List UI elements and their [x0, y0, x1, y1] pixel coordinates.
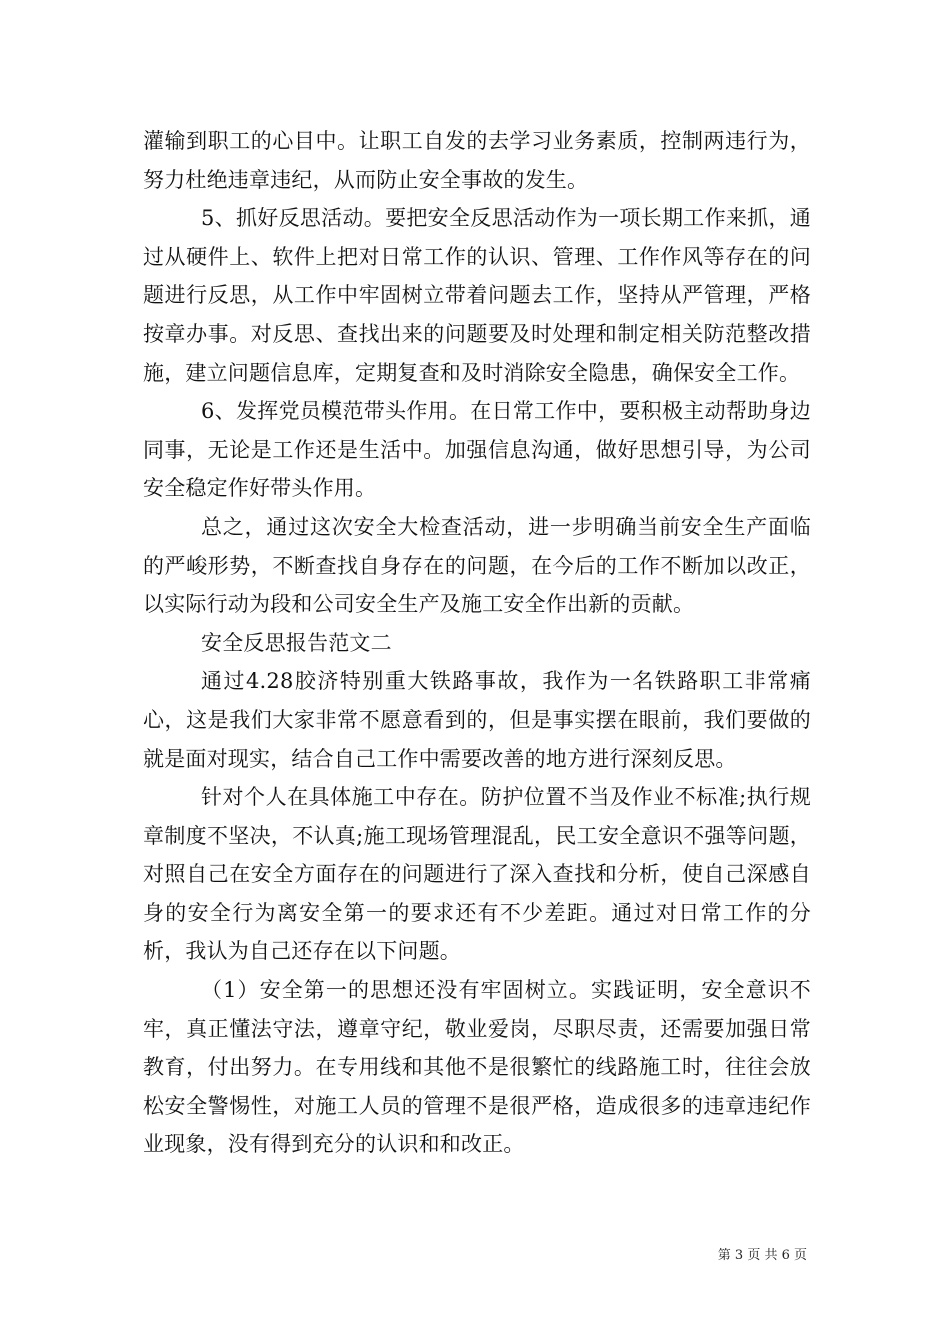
paragraph-conclusion: 总之，通过这次安全大检查活动，进一步明确当前安全生产面临的严峻形势，不断查找自身存在的问题，在今后的工作不断加以改正，以实际行动为段和公司安全生产及施工安全作出新的贡献。	[143, 514, 811, 617]
paragraph-intro: 通过4.28胶济特别重大铁路事故，我作为一名铁路职工非常痛心，这是我们大家非常不愿意看到的，但是事实摆在眼前，我们要做的就是面对现实，结合自己工作中需要改善的地方进行深刻反思。	[143, 669, 811, 771]
paragraph-item-5: 5、抓好反思活动。要把安全反思活动作为一项长期工作来抓，通过从硬件上、软件上把对日常工作的认识、管理、工作作风等存在的问题进行反思，从工作中牢固树立带着问题去工作，坚持从严管理，严格按章办事。对反思、查找出来的问题要及时处理和制定相关防范整改措施，建立问题信息库，定期复查和及时消除安全隐患，确保安全工作。	[143, 206, 811, 385]
paragraph-item-6: 6、发挥党员模范带头作用。在日常工作中，要积极主动帮助身边同事，无论是工作还是生活中。加强信息沟通，做好思想引导，为公司安全稳定作好带头作用。	[143, 399, 811, 501]
page-number: 第 3 页 共 6 页	[717, 1248, 807, 1263]
section-heading: 安全反思报告范文二	[201, 630, 392, 655]
paragraph-point-1: （1）安全第一的思想还没有牢固树立。实践证明，安全意识不牢，真正懂法守法，遵章守纪，敬业爱岗，尽职尽责，还需要加强日常教育，付出努力。在专用线和其他不是很繁忙的线路施工时，往往会放松安全警惕性，对施工人员的管理不是很严格，造成很多的违章违纪作业现象，没有得到充分的认识和和改正。	[143, 978, 811, 1157]
document-body	[143, 122, 811, 1164]
paragraph-issues: 针对个人在具体施工中存在。防护位置不当及作业不标准;执行规章制度不坚决，不认真;施工现场管理混乱，民工安全意识不强等问题，对照自己在安全方面存在的问题进行了深入查找和分析，使自己深感自身的安全行为离安全第一的要求还有不少差距。通过对日常工作的分析，我认为自己还存在以下问题。	[143, 785, 811, 964]
paragraph-continuation: 灌输到职工的心目中。让职工自发的去学习业务素质，控制两违行为，努力杜绝违章违纪，从而防止安全事故的发生。	[143, 129, 811, 192]
